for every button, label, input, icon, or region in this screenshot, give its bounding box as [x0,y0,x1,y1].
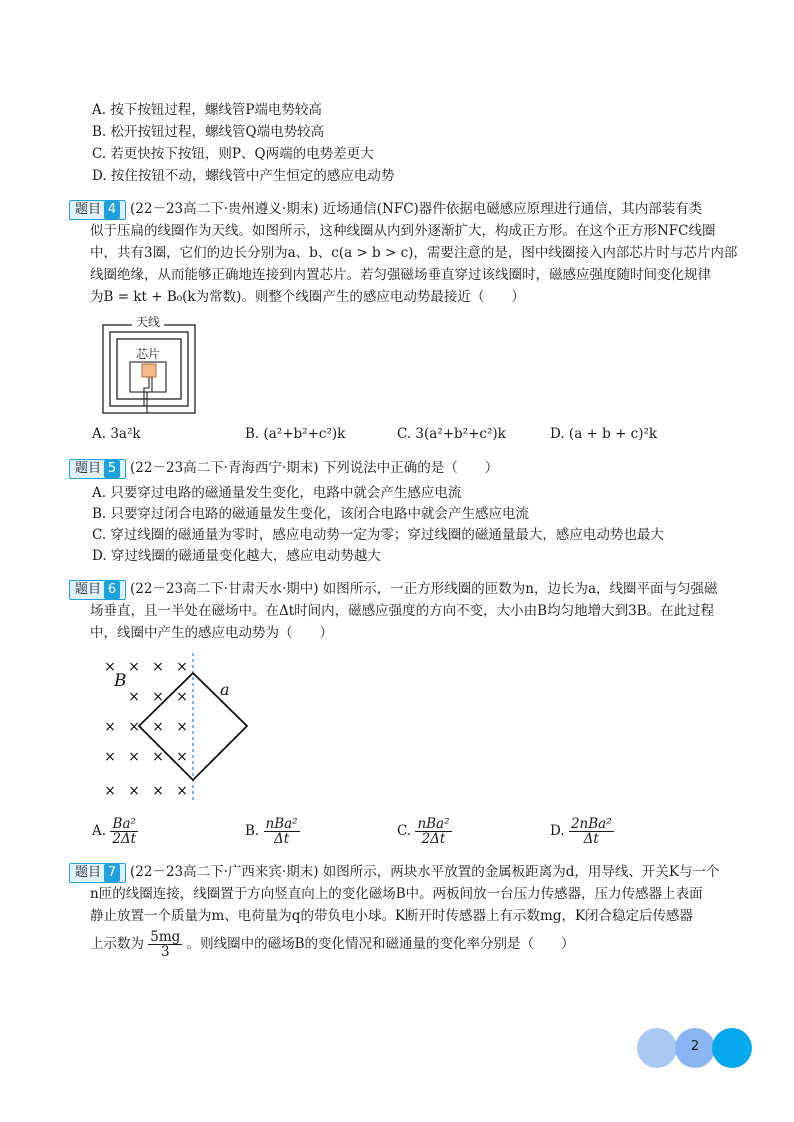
question-7-line-2: n匝的线圈连接，线圈置于方向竖直向上的变化磁场B中。两板间放一台压力传感器，压力传感器上表面 [90,886,703,902]
page-deco-circle-right [712,1028,752,1068]
question-4-option-a: A. 3a²k [92,426,141,442]
question-5-option-d: D. 穿过线圈的磁通量变化越大，感应电动势越大 [92,548,381,564]
question-6-option-d: D. $\frac{\text{2nBa²}}{\Delta t}$ [550,816,612,847]
prev-option-d: D. 按住按钮不动，螺线管中产生恒定的感应电动势 [92,168,395,184]
field-cross-mark: × [176,719,188,735]
question-5-option-b: B. 只要穿过闭合电路的磁通量发生变化，该闭合电路中就会产生感应电流 [92,506,530,522]
nfc-coil-figure [100,308,200,418]
prev-option-c: C. 若更快按下按钮，则P、Q两端的电势差更大 [92,146,374,162]
chip-label: 芯片 [135,347,161,361]
question-7-line-1: (22－23高二下·广西来宾·期末) 如图所示，两块水平放置的金属板距离为d，用导线、开关K与一个 [130,864,720,880]
question-5-option-a: A. 只要穿过电路的磁通量发生变化，电路中就会产生感应电流 [92,485,462,501]
field-cross-mark: × [152,689,164,705]
prev-option-a: A. 按下按钮过程，螺线管P端电势较高 [92,102,322,118]
question-4-line-4: 线圈绝缘，从而能够正确地连接到内置芯片。若匀强磁场垂直穿过该线圈时，磁感应强度随时间变化规律 [90,267,711,283]
field-cross-mark: × [104,783,116,799]
field-cross-mark: × [104,719,116,735]
field-cross-mark: × [128,749,140,765]
field-cross-mark: × [176,749,188,765]
question-6-tag: 题目 6 [69,580,126,600]
prev-option-b: B. 松开按钮过程，螺线管Q端电势较高 [92,124,325,140]
question-4-line-5: 为B = kt + B₀(k为常数)。则整个线圈产生的感应电动势最接近（ ） [90,289,525,305]
question-4-line-3: 中，共有3圈，它们的边长分别为a、b、c(a > b > c)，需要注意的是，图中线圈接入内部芯片时与芯片内部 [90,245,738,261]
question-4-option-d: D. (a + b + c)²k [550,426,658,442]
question-4-tag: 题目 4 [69,200,126,220]
page-deco-circle-left [637,1028,677,1068]
question-4-line-2: 似于压扁的线圈作为天线。如图所示，这种线圈从内到外逐渐扩大，构成正方形。在这个正方形NFC线圈 [90,223,716,239]
question-6-option-a: A. $\frac{\text{Ba²}}{2\Delta t}$ [92,816,137,847]
question-5-line-1: (22－23高二下·青海西宁·期末) 下列说法中正确的是（ ） [130,460,499,476]
question-7-line-3: 静止放置一个质量为m、电荷量为q的带负电小球。K断开时传感器上有示数mg，K闭合稳定后传感器 [90,908,694,924]
field-cross-mark: × [104,659,116,675]
field-cross-mark: × [128,719,140,735]
question-4-option-c: C. 3(a²+b²+c²)k [397,426,506,442]
field-cross-mark: × [128,689,140,705]
question-5-option-c: C. 穿过线圈的磁通量为零时，感应电动势一定为零；穿过线圈的磁通量最大，感应电动势也最大 [92,527,664,543]
field-cross-mark: × [176,689,188,705]
antenna-label: 天线 [135,315,161,329]
question-7-tag: 题目 7 [69,863,126,883]
question-7-line-4: 上示数为 $\frac{5mg}{3}$ 。则线圈中的磁场B的变化情况和磁通量的变化率分别是（ ） [90,929,575,960]
question-6-line-1: (22－23高二下·甘肃天水·期中) 如图所示，一正方形线圈的匝数为n，边长为a，线圈平面与匀强磁 [130,581,718,597]
question-4-option-b: B. (a²+b²+c²)k [245,426,346,442]
side-label: a [220,680,230,699]
field-cross-mark: × [176,659,188,675]
field-label: B [114,671,127,691]
question-6-option-b: B. $\frac{\text{nBa²}}{\Delta t}$ [245,816,298,847]
question-6-option-c: C. $\frac{\text{nBa²}}{2\Delta t}$ [397,816,450,847]
question-6-line-3: 中，线圈中产生的感应电动势为（ ） [90,625,333,641]
field-cross-mark: × [128,783,140,799]
field-cross-mark: × [152,783,164,799]
question-4-line-1: (22－23高二下·贵州遵义·期末) 近场通信(NFC)器件依据电磁感应原理进行通信，其内部装有类 [130,201,703,217]
field-cross-mark: × [152,719,164,735]
field-cross-mark: × [176,783,188,799]
page-number: 2 [690,1039,700,1054]
field-cross-mark: × [128,659,140,675]
field-cross-mark: × [152,659,164,675]
field-cross-mark: × [152,749,164,765]
question-5-tag: 题目 5 [69,459,126,479]
question-6-line-2: 场垂直，且一半处在磁场中。在Δt时间内，磁感应强度的方向不变，大小由B均匀地增大到3B。在此过程 [90,603,715,619]
square-coil-figure [98,648,258,808]
field-cross-mark: × [104,749,116,765]
